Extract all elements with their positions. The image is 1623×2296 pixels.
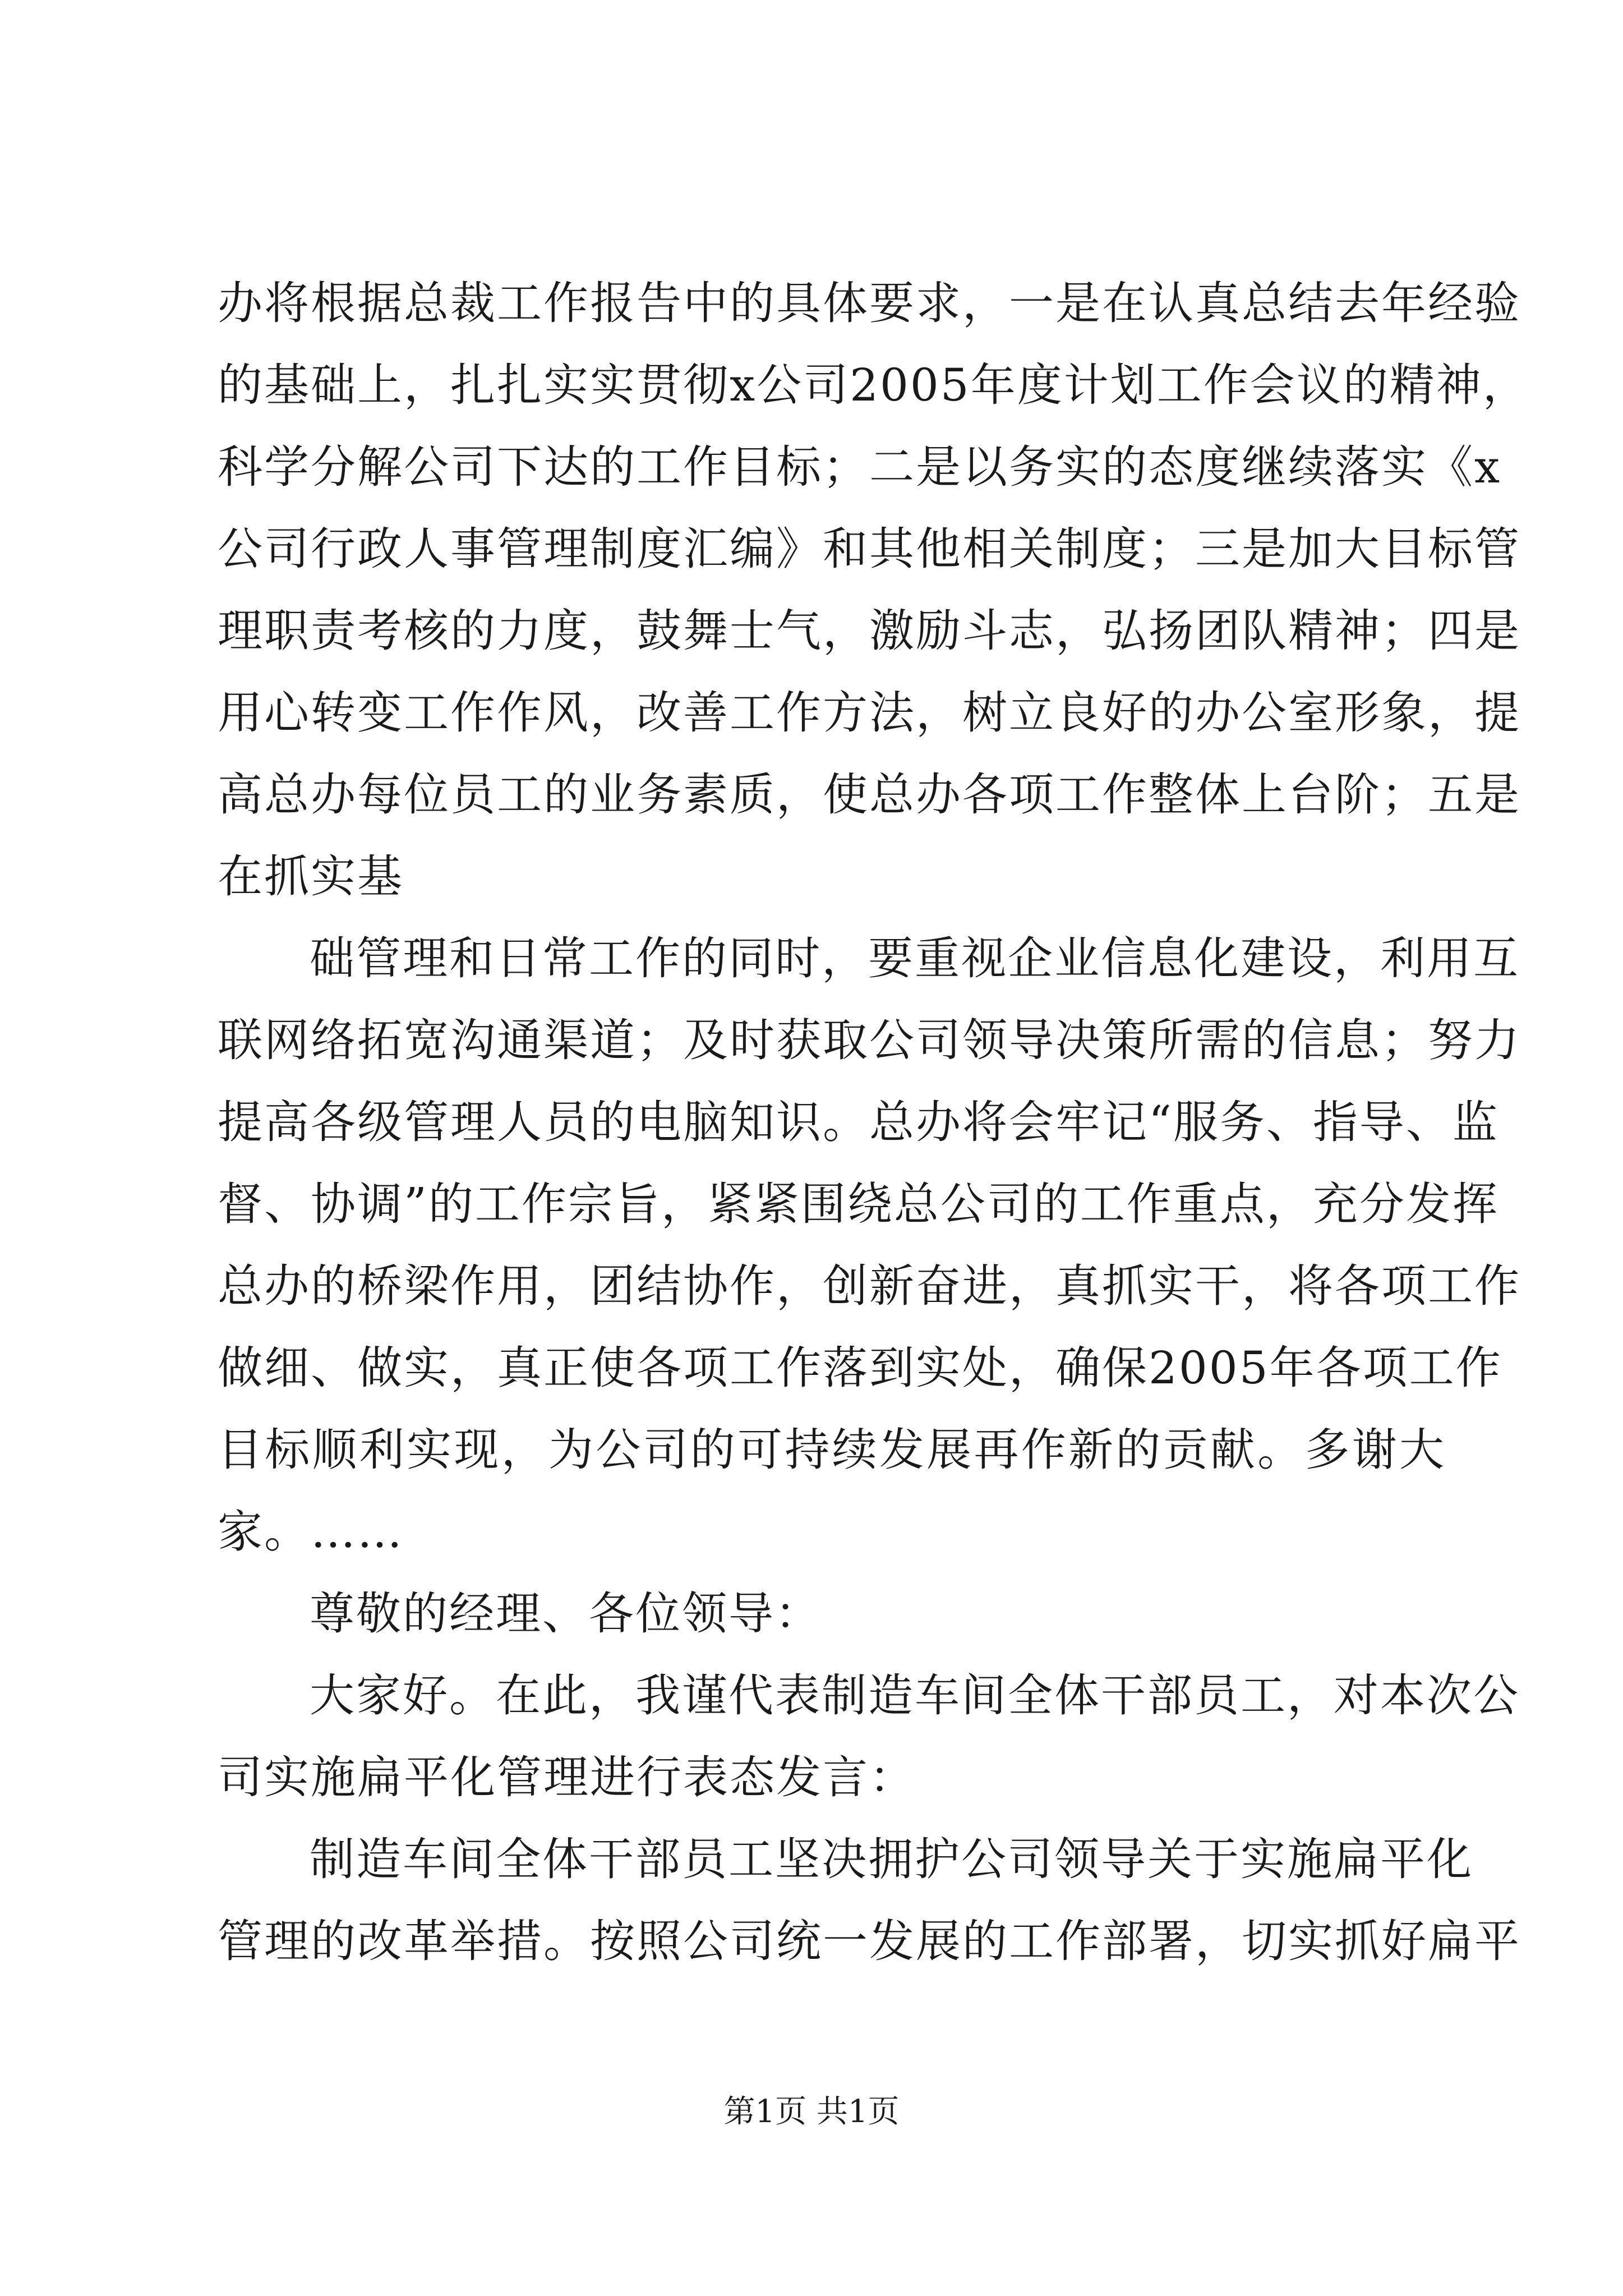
text-line: 督、协调”的工作宗旨，紧紧围绕总公司的工作重点，充分发挥 [218, 1178, 1499, 1230]
text-line: 总办的桥梁作用，团结协作，创新奋进，真抓实干，将各项工作 [218, 1260, 1521, 1312]
text-line: 科学分解公司下达的工作目标；二是以务实的态度继续落实《x [218, 441, 1502, 493]
text-line: 提高各级管理人员的电脑知识。总办将会牢记“服务、指导、监 [218, 1096, 1499, 1148]
text-line: 用心转变工作作风，改善工作方法，树立良好的办公室形象，提 [218, 687, 1521, 739]
text-line: 目标顺利实现，为公司的可持续发展再作新的贡献。多谢大 [218, 1424, 1446, 1476]
text-line: 在抓实基 [218, 850, 404, 903]
text-line: 联网络拓宽沟通渠道；及时获取公司领导决策所需的信息；努力 [218, 1014, 1521, 1066]
text-line: 管理的改革举措。按照公司统一发展的工作部署，切实抓好扁平 [218, 1915, 1521, 1967]
text-line: 司实施扁平化管理进行表态发言： [218, 1751, 916, 1803]
text-line: 础管理和日常工作的同时，要重视企业信息化建设，利用互 [310, 932, 1520, 984]
text-line: 制造车间全体干部员工坚决拥护公司领导关于实施扁平化 [310, 1833, 1473, 1885]
text-line: 的基础上，扎扎实实贯彻x公司2005年度计划工作会议的精神， [218, 359, 1529, 411]
body-text [218, 263, 1529, 1982]
text-line: 家。…… [218, 1506, 404, 1558]
text-line: 高总办每位员工的业务素质，使总办各项工作整体上台阶；五是 [218, 769, 1521, 821]
text-line: 公司行政人事管理制度汇编》和其他相关制度；三是加大目标管 [218, 523, 1521, 575]
text-line: 办将根据总裁工作报告中的具体要求，一是在认真总结去年经验 [218, 277, 1521, 329]
text-line: 尊敬的经理、各位领导： [310, 1588, 822, 1640]
page-footer: 第1页 共1页 [723, 2093, 900, 2130]
text-line: 做细、做实，真正使各项工作落到实处，确保2005年各项工作 [218, 1342, 1502, 1394]
text-line: 大家好。在此，我谨代表制造车间全体干部员工，对本次公 [310, 1669, 1520, 1722]
text-line: 理职责考核的力度，鼓舞士气，激励斗志，弘扬团队精神；四是 [218, 605, 1521, 657]
